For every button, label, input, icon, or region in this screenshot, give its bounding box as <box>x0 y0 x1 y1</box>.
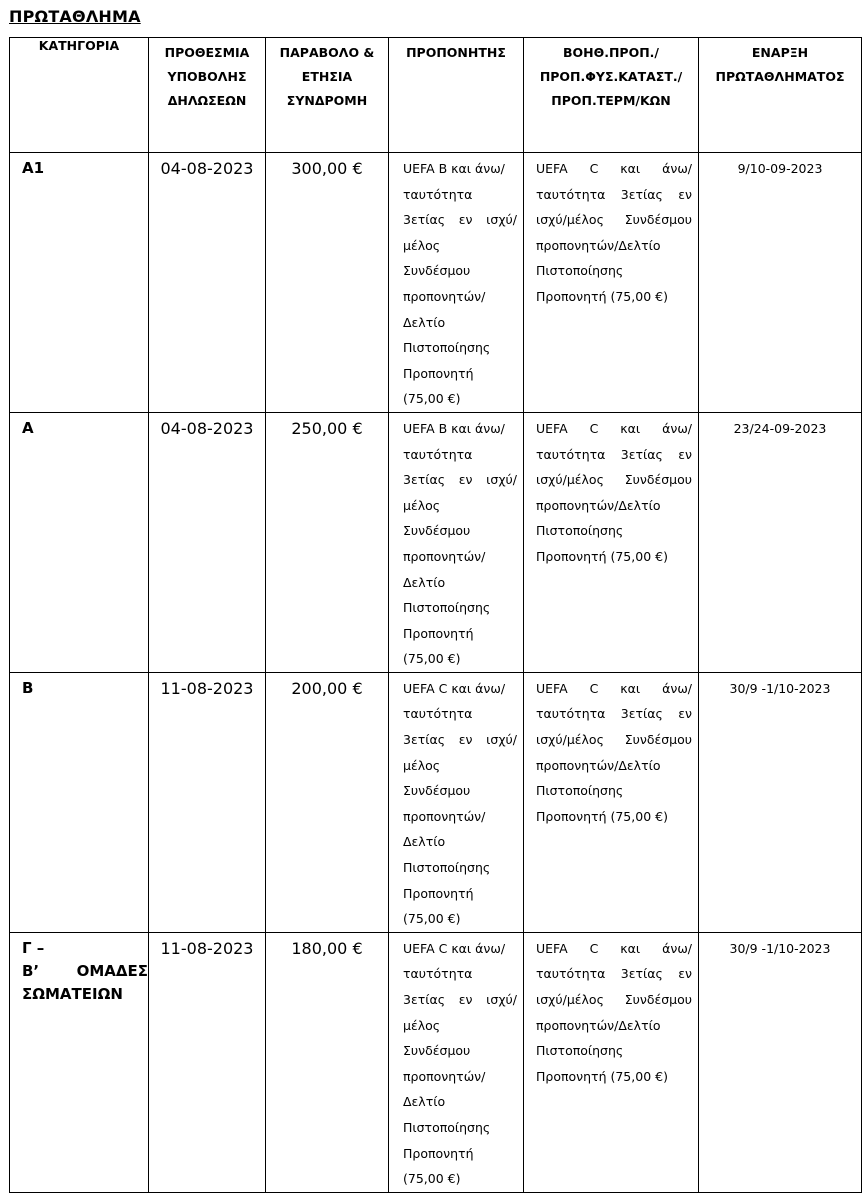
assistant-requirement-line: ισχύ/μέλος Συνδέσμου <box>536 732 692 748</box>
table-row <box>10 412 862 672</box>
deadline-cell: 11-08-2023 <box>149 672 266 932</box>
coach-requirement-line: UEFA C και άνω/ <box>403 680 506 696</box>
assistant-requirement-line: Προπονητή (75,00 €) <box>536 288 668 304</box>
fee-cell: 200,00 € <box>266 672 389 932</box>
coach-requirement-line: 3ετίας εν ισχύ/ <box>403 732 517 748</box>
coach-requirement-line: μέλος <box>403 1017 441 1033</box>
table-row <box>10 932 862 1192</box>
coach-requirement-line: (75,00 €) <box>403 391 461 407</box>
coach-requirement-line: ταυτότητα <box>403 186 473 202</box>
header-start-line: ΕΝΑΡΞΗ <box>751 45 809 60</box>
coach-requirement-line: 3ετίας εν ισχύ/ <box>403 472 517 488</box>
assistant-requirement-line: Προπονητή (75,00 €) <box>536 808 668 824</box>
header-assistant-line: ΠΡΟΠ.ΦΥΣ.ΚΑΤΑΣΤ./ <box>539 69 683 84</box>
coach-requirement-line: Προπονητή <box>403 365 474 381</box>
assistant-requirement-line: Προπονητή (75,00 €) <box>536 548 668 564</box>
start-date-cell: 9/10-09-2023 <box>699 153 862 413</box>
header-row <box>10 38 862 153</box>
assistant-requirement-line: ταυτότητα 3ετίας εν <box>536 186 692 202</box>
coach-requirement-line: Συνδέσμου <box>403 263 471 279</box>
coach-requirements-cell <box>389 412 524 672</box>
coach-requirement-line: Πιστοποίησης <box>403 860 491 876</box>
coach-requirement-line: προπονητών/ <box>403 808 486 824</box>
coach-requirement-line: μέλος <box>403 237 441 253</box>
coach-requirement-line: Προπονητή <box>403 885 474 901</box>
coach-requirement-line: ταυτότητα <box>403 706 473 722</box>
assistant-requirement-line: ισχύ/μέλος Συνδέσμου <box>536 472 692 488</box>
coach-requirements-cell <box>389 153 524 413</box>
category-line: Γ – <box>22 938 45 957</box>
header-deadline-line: ΥΠΟΒΟΛΗΣ <box>167 69 247 84</box>
assistant-requirements-cell <box>524 153 699 413</box>
coach-requirement-line: Δελτίο <box>403 834 446 850</box>
coach-requirement-line: Πιστοποίησης <box>403 340 491 356</box>
assistant-requirements-cell <box>524 412 699 672</box>
header-assistant-line: ΠΡΟΠ.ΤΕΡΜ/ΚΩΝ <box>551 93 671 108</box>
start-date-cell: 30/9 -1/10-2023 <box>699 672 862 932</box>
header-assistant-line: ΒΟΗΘ.ΠΡΟΠ./ <box>562 45 659 60</box>
header-deadline-line: ΠΡΟΘΕΣΜΙΑ <box>164 45 250 60</box>
header-start <box>699 38 862 153</box>
category-cell <box>10 412 149 672</box>
coach-requirement-line: μέλος <box>403 497 441 513</box>
coach-requirement-line: μέλος <box>403 757 441 773</box>
page-title: ΠΡΩΤΑΘΛΗΜΑ <box>9 7 141 26</box>
assistant-requirement-line: ταυτότητα 3ετίας εν <box>536 706 692 722</box>
coach-requirement-line: Συνδέσμου <box>403 783 471 799</box>
assistant-requirement-line: Πιστοποίησης <box>536 783 624 799</box>
championship-table <box>9 37 862 1193</box>
header-coach: ΠΡΟΠΟΝΗΤΗΣ <box>389 38 524 153</box>
assistant-requirement-line: ταυτότητα 3ετίας εν <box>536 446 692 462</box>
assistant-requirement-line: Πιστοποίησης <box>536 523 624 539</box>
assistant-requirement-line: προπονητών/Δελτίο <box>536 237 661 253</box>
coach-requirement-line: 3ετίας εν ισχύ/ <box>403 992 517 1007</box>
deadline-cell: 04-08-2023 <box>149 412 266 672</box>
start-date-cell: 30/9 -1/10-2023 <box>699 932 862 1192</box>
coach-requirement-line: Συνδέσμου <box>403 523 471 539</box>
header-fee-line: ΕΤΗΣΙΑ <box>301 69 353 84</box>
assistant-requirements-cell <box>524 672 699 932</box>
header-category: ΚΑΤΗΓΟΡΙΑ <box>10 38 149 153</box>
coach-requirement-line: ταυτότητα <box>403 446 473 462</box>
table-row <box>10 672 862 932</box>
category-cell <box>10 932 149 1192</box>
assistant-requirement-line: ισχύ/μέλος Συνδέσμου <box>536 212 692 228</box>
fee-cell: 250,00 € <box>266 412 389 672</box>
coach-requirement-line: UEFA B και άνω/ <box>403 420 505 436</box>
header-fee <box>266 38 389 153</box>
assistant-requirement-line: προπονητών/Δελτίο <box>536 497 661 513</box>
assistant-requirement-line: προπονητών/Δελτίο <box>536 757 661 773</box>
assistant-requirement-line: Προπονητή (75,00 €) <box>536 1068 668 1084</box>
coach-requirement-line: Πιστοποίησης <box>403 600 491 616</box>
assistant-requirement-line: UEFA C και άνω/ <box>536 940 692 956</box>
header-fee-line: ΣΥΝΔΡΟΜΗ <box>286 93 368 108</box>
coach-requirement-line: Δελτίο <box>403 574 446 590</box>
deadline-cell: 04-08-2023 <box>149 153 266 413</box>
coach-requirement-line: Προπονητή <box>403 625 474 641</box>
deadline-cell: 11-08-2023 <box>149 932 266 1192</box>
category-line: ΣΩΜΑΤΕΙΩΝ <box>22 984 123 1003</box>
assistant-requirement-line: προπονητών/Δελτίο <box>536 1017 661 1033</box>
coach-requirement-line: ταυτότητα <box>403 966 473 982</box>
table-row <box>10 153 862 413</box>
coach-requirements-cell <box>389 672 524 932</box>
header-deadline <box>149 38 266 153</box>
coach-requirement-line: προπονητών/ <box>403 288 486 304</box>
header-deadline-line: ΔΗΛΩΣΕΩΝ <box>167 93 247 108</box>
header-assistant <box>524 38 699 153</box>
coach-requirement-line: Προπονητή <box>403 1145 474 1161</box>
assistant-requirement-line: UEFA C και άνω/ <box>536 161 692 176</box>
assistant-requirement-line: ταυτότητα 3ετίας εν <box>536 966 692 982</box>
category-cell <box>10 153 149 413</box>
coach-requirements-cell <box>389 932 524 1192</box>
start-date-cell: 23/24-09-2023 <box>699 412 862 672</box>
assistant-requirement-line: UEFA C και άνω/ <box>536 420 692 436</box>
fee-cell: 300,00 € <box>266 153 389 413</box>
coach-requirement-line: Δελτίο <box>403 314 446 330</box>
category-line: Α1 <box>22 159 45 177</box>
category-line: Β <box>22 678 34 697</box>
coach-requirement-line: Συνδέσμου <box>403 1043 471 1059</box>
assistant-requirement-line: Πιστοποίησης <box>536 263 624 279</box>
category-line: Α <box>22 418 34 437</box>
coach-requirement-line: UEFA C και άνω/ <box>403 940 506 956</box>
assistant-requirements-cell <box>524 932 699 1192</box>
assistant-requirement-line: Πιστοποίησης <box>536 1043 624 1059</box>
header-fee-line: ΠΑΡΑΒΟΛΟ & <box>279 45 375 60</box>
coach-requirement-line: Πιστοποίησης <box>403 1119 491 1135</box>
coach-requirement-line: προπονητών/ <box>403 1068 486 1084</box>
coach-requirement-line: (75,00 €) <box>403 651 461 667</box>
category-cell <box>10 672 149 932</box>
assistant-requirement-line: UEFA C και άνω/ <box>536 680 692 696</box>
fee-cell: 180,00 € <box>266 932 389 1192</box>
coach-requirement-line: Δελτίο <box>403 1094 446 1110</box>
coach-requirement-line: (75,00 €) <box>403 911 461 927</box>
category-line: Β’ ΟΜΑΔΕΣ <box>22 961 148 980</box>
coach-requirement-line: προπονητών/ <box>403 548 486 564</box>
coach-requirement-line: UEFA B και άνω/ <box>403 161 505 176</box>
assistant-requirement-line: ισχύ/μέλος Συνδέσμου <box>536 992 692 1007</box>
header-start-line: ΠΡΩΤΑΘΛΗΜΑΤΟΣ <box>715 69 845 84</box>
coach-requirement-line: 3ετίας εν ισχύ/ <box>403 212 517 228</box>
coach-requirement-line: (75,00 €) <box>403 1171 461 1187</box>
